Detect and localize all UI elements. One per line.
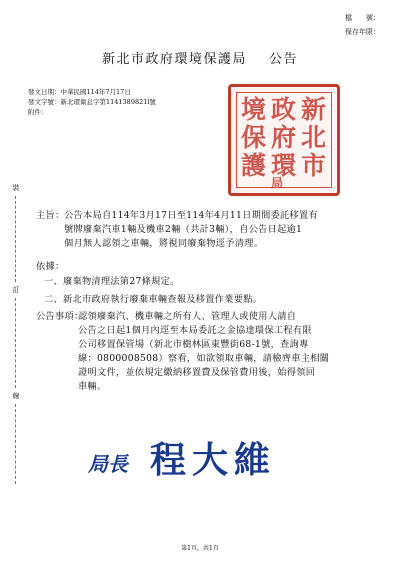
notice-line: 公告之日起1個月內逕至本局委託之金協達環保工程有限 xyxy=(78,325,312,336)
seal-char: 市 xyxy=(301,151,327,180)
subject-line: 號牌廢棄汽車1輛及機車2輛（共計3輛），自公告日起逾1 xyxy=(64,224,303,235)
seal-char: 政 xyxy=(271,95,297,124)
file-number-label: 檔 號： xyxy=(345,14,380,22)
notice-text xyxy=(78,310,388,394)
issue-date: 發文日期：中華民國114年7月17日 xyxy=(28,88,131,96)
notice-line: 線：0800008508）察看，如欲領取車輛，請檢齊車主相關 xyxy=(78,353,330,364)
basis-item: 二、新北市政府執行廢棄車輛查報及移置作業要點。 xyxy=(44,294,263,305)
seal-char: 保 xyxy=(241,123,267,152)
side-mark-line: 線 xyxy=(12,392,20,400)
document-type: 公告 xyxy=(269,52,299,67)
attachment: 附件： xyxy=(28,108,48,116)
basis-list xyxy=(44,275,384,307)
subject-line: 個月無人認領之車輛，將視同廢棄物逕予清理。 xyxy=(64,238,264,249)
seal-char: 新 xyxy=(301,95,327,124)
seal-char: 境 xyxy=(241,95,267,124)
side-mark-bind: 裝 xyxy=(12,184,20,192)
side-dashed-line xyxy=(15,196,16,282)
official-seal xyxy=(228,84,340,196)
notice-label: 公告事項： xyxy=(36,311,84,322)
seal-char: 局 xyxy=(271,176,284,190)
subject-label: 主旨： xyxy=(36,210,65,221)
seal-char: 護 xyxy=(241,151,267,180)
notice-line: 公司移置保管場（新北市樹林區東豐街68-1號，查詢專 xyxy=(78,339,309,350)
retention-label: 保存年限： xyxy=(345,28,380,36)
side-dashed-line xyxy=(15,298,16,388)
signature-title: 局長 xyxy=(88,452,128,476)
seal-char: 府 xyxy=(271,123,297,152)
subject-text xyxy=(64,209,384,251)
side-dashed-line xyxy=(15,404,16,484)
signature-name: 程大維 xyxy=(150,439,277,481)
basis-label: 依據： xyxy=(36,261,65,272)
notice-line: 證明文件，並依規定繳納移置費及保管費用後，始得領回 xyxy=(78,367,316,378)
page-title xyxy=(0,48,400,67)
subject-line: 公告本局自114年3月17日至114年4月11日期間委託移置有 xyxy=(64,210,319,221)
seal-char: 環 xyxy=(271,151,297,180)
agency-name: 新北市政府環境保護局 xyxy=(101,52,247,67)
notice-line: 認領廢棄汽、機車輛之所有人、管理人或使用人請自 xyxy=(78,311,297,322)
issue-number: 發文字號：新北環衛息字第1141389821l號 xyxy=(28,98,156,106)
page-number: 第1頁，共1頁 xyxy=(181,545,219,552)
seal-char: 北 xyxy=(301,123,327,152)
basis-item: 一、廢棄物清理法第27條規定。 xyxy=(44,276,180,287)
notice-line: 車輛。 xyxy=(78,381,107,392)
side-mark-staple: 訂 xyxy=(12,286,20,294)
